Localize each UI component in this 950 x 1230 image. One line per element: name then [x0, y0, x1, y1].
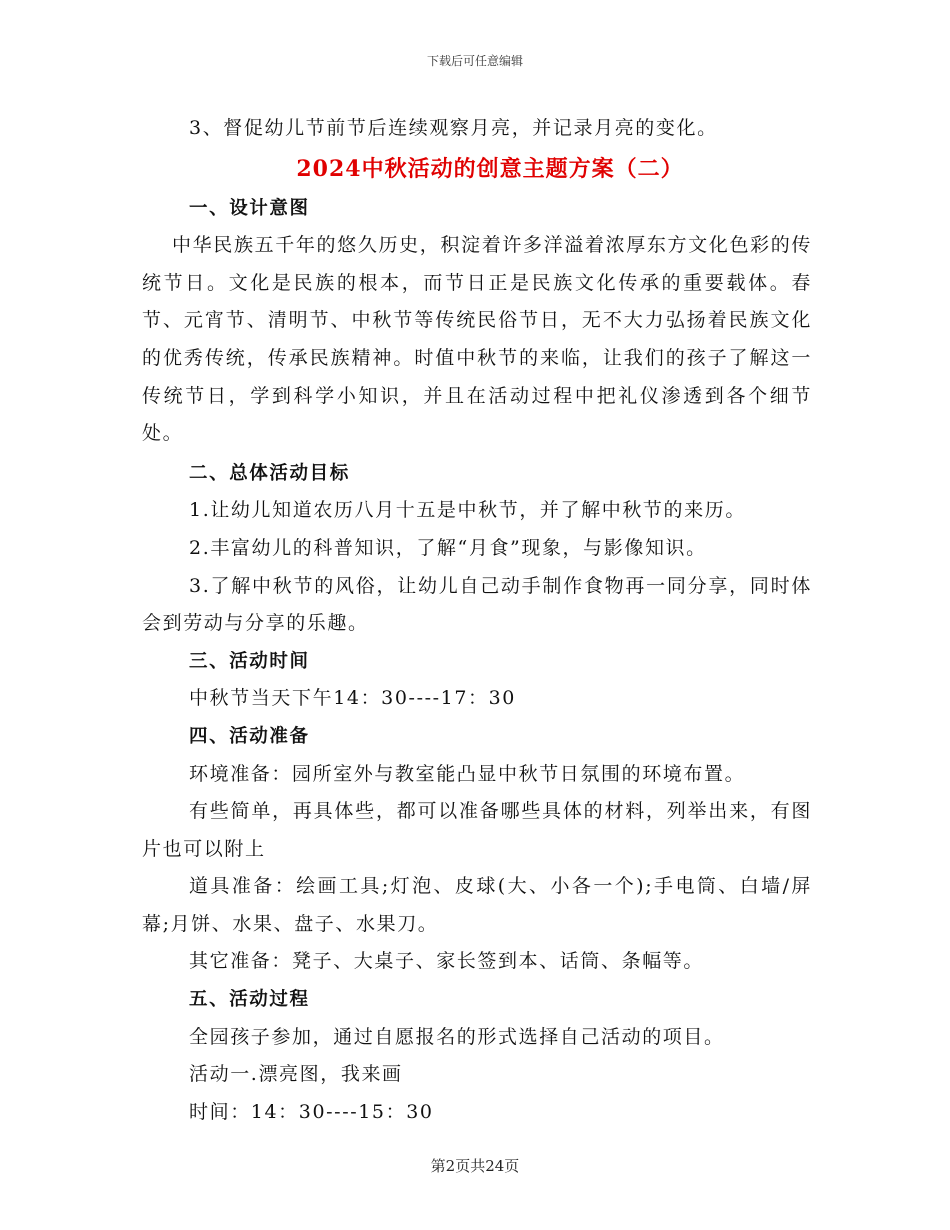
document-title: 2024中秋活动的创意主题方案（二） [296, 155, 684, 182]
intro-item: 3、督促幼儿节前节后连续观察月亮，并记录月亮的变化。 [189, 117, 718, 139]
activity-time-text: 中秋节当天下午14：30----17：30 [189, 687, 516, 710]
process-intro: 全园孩子参加，通过自愿报名的形式选择自己活动的项目。 [189, 1025, 725, 1048]
preparation-note: 有些简单，再具体些，都可以准备哪些具体的材料，列举出来，有图片也可以附上 [142, 800, 812, 860]
section-heading-design-intent: 一、设计意图 [189, 197, 310, 219]
activity-one-title: 活动一.漂亮图，我来画 [189, 1063, 403, 1086]
activity-one-time: 时间：14：30----15：30 [189, 1100, 434, 1123]
environment-preparation: 环境准备：园所室外与教室能凸显中秋节日氛围的环境布置。 [189, 762, 746, 785]
other-preparation: 其它准备：凳子、大桌子、家长签到本、话筒、条幅等。 [189, 950, 705, 973]
goal-item-1: 1.让幼儿知道农历八月十五是中秋节，并了解中秋节的来历。 [189, 499, 746, 522]
section-heading-process: 五、活动过程 [189, 989, 310, 1011]
page-footer: 第2页共24页 [430, 1157, 520, 1175]
document-body [142, 110, 812, 1131]
props-preparation: 道具准备：绘画工具;灯泡、皮球(大、小各一个);手电筒、白墙/屏幕;月饼、水果、盘子、水果刀。 [142, 875, 812, 935]
section-heading-preparation: 四、活动准备 [189, 725, 310, 747]
paragraph-design-intent: 中华民族五千年的悠久历史，积淀着许多洋溢着浓厚东方文化色彩的传统节日。文化是民族的根本，而节日正是民族文化传承的重要载体。春节、元宵节、清明节、中秋节等传统民俗节日，无不大力弘扬着民族文化的优秀传统，传承民族精神。时值中秋节的来临，让我们的孩子了解这一传统节日，学到科学小知识，并且在活动过程中把礼仪渗透到各个细节处。 [142, 234, 812, 445]
goal-item-2: 2.丰富幼儿的科普知识，了解“月食”现象，与影像知识。 [189, 536, 707, 559]
section-heading-time: 三、活动时间 [189, 650, 310, 672]
goal-item-3: 3.了解中秋节的风俗，让幼儿自己动手制作食物再一同分享，同时体会到劳动与分享的乐趣。 [142, 574, 812, 635]
section-heading-goals: 二、总体活动目标 [189, 462, 350, 484]
page-header-note: 下载后可任意编辑 [426, 54, 523, 68]
